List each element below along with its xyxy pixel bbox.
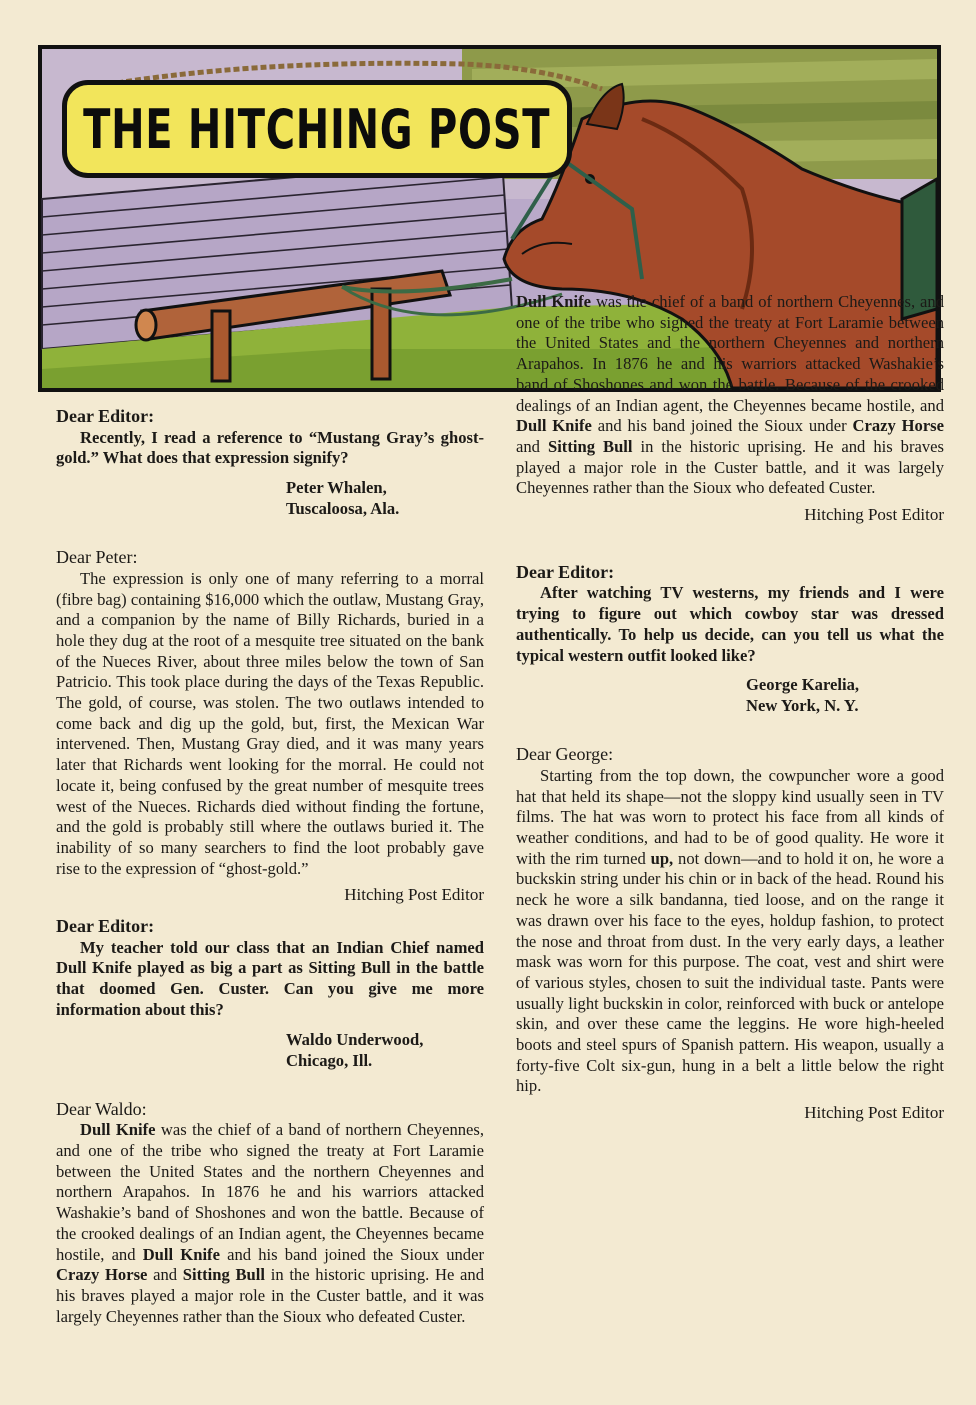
left-column bbox=[56, 396, 485, 1326]
reply-text: and bbox=[516, 436, 548, 456]
reply-lead-bold: Dull Knife bbox=[516, 292, 592, 311]
reply-lead-bold: Dull Knife bbox=[80, 1120, 156, 1140]
letter-signature bbox=[746, 674, 944, 716]
reply-body: The expression is only one of many referring to a morral (fibre bag) containing $16,000 which the outlaw, Mustang Gray, and a companion by the name of Billy Richards, buried in a hole they dug at the root of a mesquite tree situated on the bank of the Nueces River, about three miles below the town of San Patricio. This took place during the days of the Texas Republic. The gold, of course, was stolen. The two outlaws intended to come back and dig up the gold, but, first, the Mexican War intervened. Then, Mustang Gray died, and it was many years later that Richards went looking for the morral. He could not locate it, being confused by the great number of mesquite trees west of the Nueces. Richards died without finding the fortune, and the gold is probably still where the outlaws buried it. The inability of so many searchers to find the loot probably gave rise to the expression of “ghost-gold.” bbox=[56, 568, 484, 878]
reply-text: and bbox=[147, 1265, 183, 1285]
letter-salutation: Dear Editor: bbox=[56, 406, 155, 426]
letter-question: My teacher told our class that an Indian Chief named Dull Knife played as big a part as Sitting Bull in the battle that doomed Gen. Custer. Can you give me more information about this? bbox=[56, 937, 484, 1019]
letter-question: Recently, I read a reference to “Mustang Gray’s ghost-gold.” What does that expression signify? bbox=[56, 427, 484, 468]
reply-text: was the chief of a band of northern Cheyennes, and one of the tribe who signed the treaty at Fort Laramie between the United States and the northern Cheyennes and northern Arapahos. In 1876 he and his warriors attacked Washakie’s band of Shoshones and won the battle. Because of the crooked dealings of an Indian agent, the Cheyennes became hostile, and bbox=[516, 292, 945, 415]
letter-author: Waldo Underwood, bbox=[286, 1029, 424, 1049]
letter-salutation: Dear Editor: bbox=[56, 916, 155, 937]
reply-bold: Crazy Horse bbox=[852, 416, 945, 436]
reply-bold: Dull Knife bbox=[516, 416, 592, 436]
letter-question: After watching TV westerns, my friends and I were trying to figure out which cowboy star was dressed authentically. To help us decide, can you tell us what the typical western outfit looked like? bbox=[516, 583, 944, 665]
editor-signoff: Hitching Post Editor bbox=[804, 1103, 944, 1123]
editor-signoff: Hitching Post Editor bbox=[804, 505, 944, 524]
letter-place: New York, N. Y. bbox=[746, 696, 859, 716]
reply-text: in the historic uprising. He and his braves played a major role in the Custer battle, and it was largely Cheyennes rather than the Sioux who defeated Custer. bbox=[56, 1265, 484, 1326]
letter-signature bbox=[286, 477, 484, 519]
letter-signature bbox=[286, 1029, 484, 1071]
reply-bold: Sitting Bull bbox=[547, 436, 633, 456]
reply-bold: Dull Knife bbox=[142, 1244, 220, 1264]
right-column bbox=[516, 292, 945, 1132]
reply-body bbox=[516, 766, 944, 1097]
reply-salutation: Dear George: bbox=[516, 744, 614, 765]
letter-author: Peter Whalen, bbox=[286, 478, 387, 498]
reply-bold: Crazy Horse bbox=[56, 1265, 148, 1285]
letter-place: Chicago, Ill. bbox=[286, 1050, 373, 1070]
reply-salutation: Dear Peter: bbox=[56, 547, 138, 568]
reply-bold: Sitting Bull bbox=[182, 1265, 266, 1285]
editor-signoff: Hitching Post Editor bbox=[344, 885, 484, 905]
reply-continuation bbox=[516, 292, 944, 499]
reply-text: in the historic uprising. He and his braves played a major role in the Custer battle, and it was largely Cheyennes rather than the Sioux who defeated Custer. bbox=[516, 436, 944, 498]
reply-text: and his band joined the Sioux under bbox=[591, 416, 853, 436]
reply-text: was the chief of a band of northern Cheyennes, and one of the tribe who signed the treaty at Fort Laramie between the United States and the northern Cheyennes and northern Arapahos. In 1876 he and his warriors attacked Washakie’s band of Shoshones and won the battle. Because of the crooked dealings of an Indian agent, the Cheyennes became hostile, and bbox=[56, 1120, 485, 1264]
reply-text: and his band joined the Sioux under bbox=[219, 1244, 484, 1264]
letter-place: Tuscaloosa, Ala. bbox=[286, 499, 400, 519]
reply-text: not down—and to hold it on, he wore a buckskin string under his chin or in back of the head. Round his neck he wore a silk bandanna, tied loose, and on the range it was drawn over his face to the eyes, holdup fashion, to protect the nose and throat from dust. In the very early days, a leather mask was worn for this purpose. The coat, vest and shirt were of various styles, chosen to suit the individual taste. Pants were usually light buckskin in color, reinforced with buck or antelope skin, and over these came the leggins. He wore high-heeled boots and steel spurs of Spanish pattern. His weapon, usually a forty-five Colt six-gun, hung in a belt a little below the right hip. bbox=[516, 848, 944, 1096]
letter-salutation: Dear Editor: bbox=[516, 561, 615, 582]
reply-body bbox=[56, 1120, 485, 1326]
reply-bold: up, bbox=[650, 848, 674, 868]
letter-author: George Karelia, bbox=[746, 675, 860, 695]
title-banner bbox=[62, 80, 572, 178]
page-title: THE HITCHING POST bbox=[83, 97, 551, 161]
reply-text: Starting from the top down, the cowpuncher wore a good hat that held its shape—not the sloppy kind usually seen in TV films. The hat was worn to protect his face from all kinds of weather conditions, and had to be of good quality. He wore it with the rim turned bbox=[516, 765, 944, 868]
reply-salutation: Dear Waldo: bbox=[56, 1098, 147, 1119]
